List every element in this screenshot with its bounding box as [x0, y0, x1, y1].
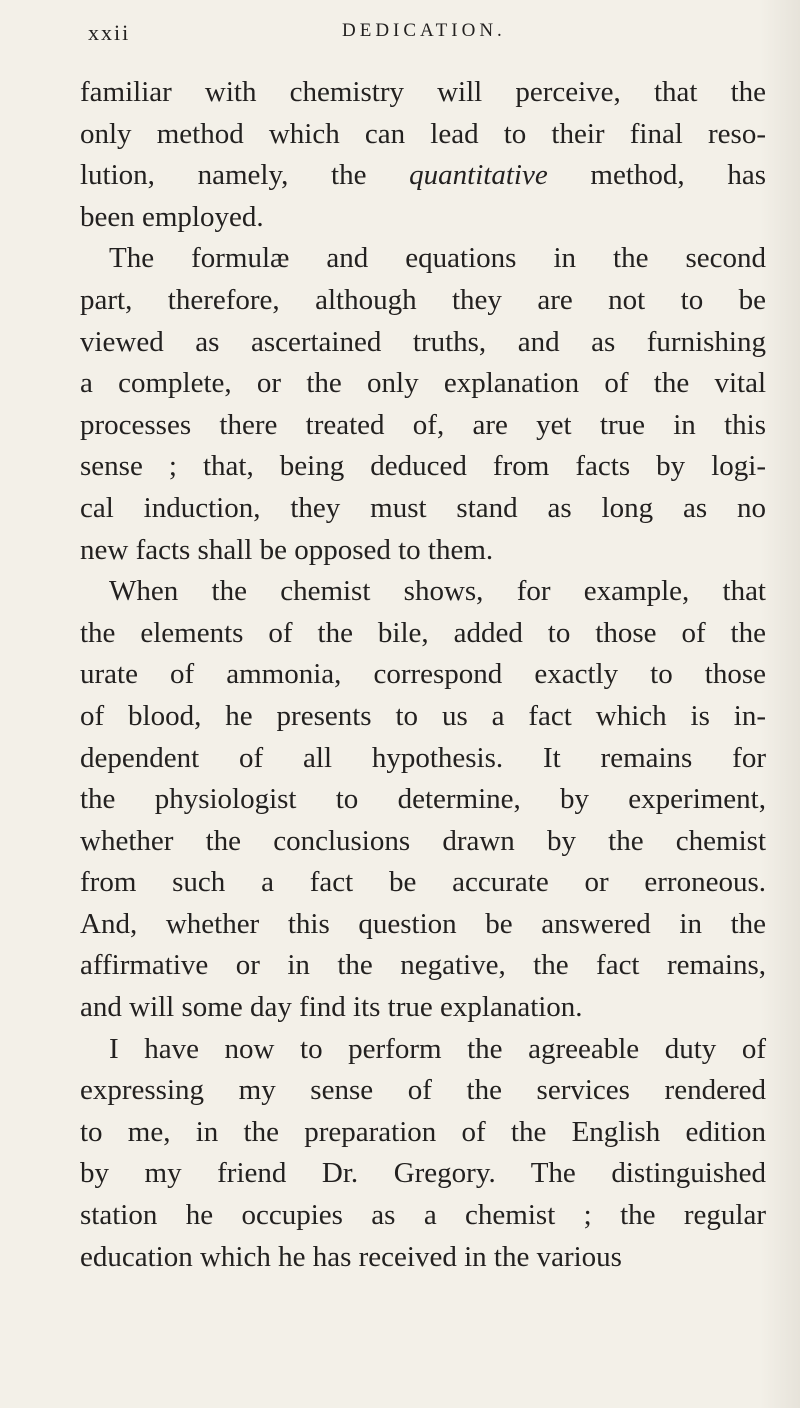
text-line: dependent of all hypothesis. It remains for: [80, 741, 766, 774]
text-line: the physiologist to determine, by experiment,: [80, 783, 766, 816]
text-line: The formulæ and equations in the second: [109, 242, 766, 275]
text-line: part, therefore, although they are not to be: [80, 283, 766, 316]
text-line: new facts shall be opposed to them.: [80, 533, 494, 566]
text-line: and will some day find its true explanation.: [80, 991, 583, 1024]
text-line: processes there treated of, are yet true in this: [80, 408, 766, 441]
text-line: only method which can lead to their final reso-: [80, 117, 766, 150]
text-line: familiar with chemistry will perceive, that the: [80, 76, 766, 108]
text-line: been employed.: [80, 200, 264, 233]
text-line: of blood, he presents to us a fact which is in-: [80, 699, 766, 732]
running-head: DEDICATION.: [342, 20, 506, 41]
text-line: a complete, or the only explanation of the vital: [80, 367, 766, 400]
text-line: education which he has received in the various: [80, 1240, 622, 1273]
text-line: the elements of the bile, added to those of the: [80, 616, 766, 649]
text-line: viewed as ascertained truths, and as furnishing: [80, 325, 766, 358]
text-line: affirmative or in the negative, the fact remains,: [80, 949, 766, 982]
page-number: xxii: [88, 20, 131, 45]
text-line: sense ; that, being deduced from facts by logi-: [80, 450, 766, 483]
page-header: [88, 20, 760, 50]
text-line: to me, in the preparation of the English edition: [80, 1115, 766, 1148]
text-line: from such a fact be accurate or erroneous.: [80, 866, 766, 899]
text-line: I have now to perform the agreeable duty of: [109, 1032, 766, 1065]
text-line: by my friend Dr. Gregory. The distinguished: [80, 1157, 766, 1190]
text-line: lution, namely, the quantitative method, has: [80, 159, 766, 192]
text-line: When the chemist shows, for example, that: [109, 575, 766, 608]
text-line: whether the conclusions drawn by the chemist: [80, 824, 766, 857]
text-line: station he occupies as a chemist ; the regular: [80, 1199, 766, 1232]
emphasis: quantitative: [409, 159, 548, 192]
text-line: And, whether this question be answered in the: [80, 907, 766, 940]
text-line: expressing my sense of the services rendered: [80, 1074, 766, 1107]
text-line: urate of ammonia, correspond exactly to those: [80, 658, 766, 691]
body-text: [80, 72, 766, 1278]
text-line: cal induction, they must stand as long as no: [80, 491, 766, 524]
